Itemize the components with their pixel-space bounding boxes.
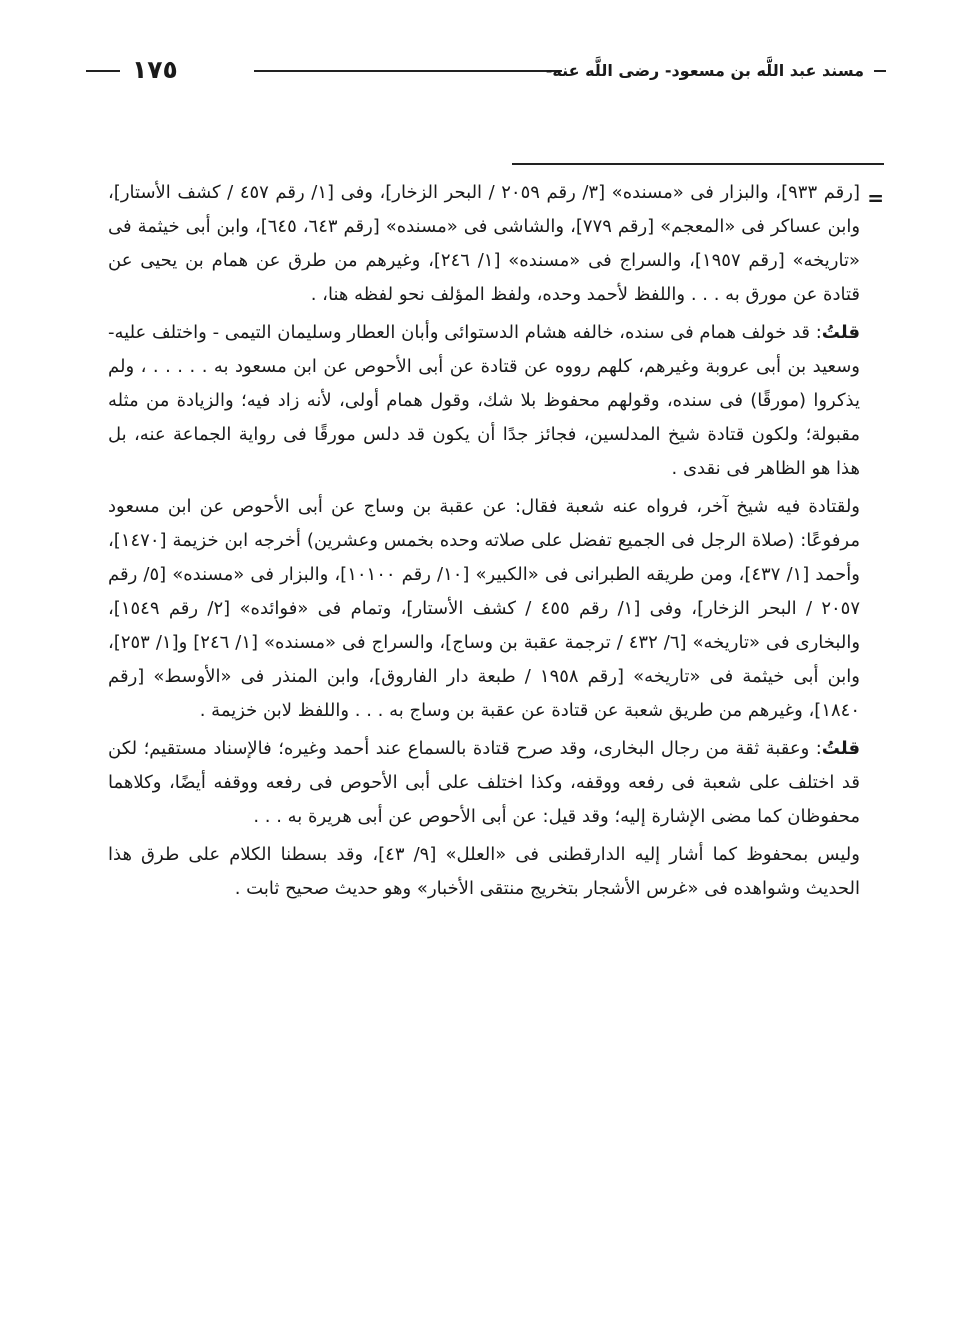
qult-label: قلتُ	[821, 738, 860, 759]
header-dash-right	[874, 70, 886, 72]
paragraph-text: وليس بمحفوظ كما أشار إليه الدارقطنى فى «العلل» [٩/ ٤٣]، وقد بسطنا الكلام على طرق هذا الحديث وشواهده فى «غرس الأشجار بتخريج منتقى الأخبار» وهو حديث صحيح ثابت .	[108, 844, 860, 899]
page-number: ١٧٥	[132, 55, 178, 84]
header-rule	[254, 70, 562, 72]
running-title: مسند عبد اللَّه بن مسعود- رضى اللَّه عنه-	[545, 61, 864, 80]
paragraph-sources-1	[108, 176, 860, 312]
paragraph-qult-1	[108, 316, 860, 486]
paragraph-text: : قد خولف همام فى سنده، خالفه هشام الدستوائى وأبان العطار وسليمان التيمى - واختلف عليه- وسعيد بن أبى عروبة وغيرهم، كلهم رووه عن قتادة عن أبى الأحوص عن ابن مسعود به . . . . . ، ولم يذكروا (مورقًا) فى سنده، وقولهم محفوظ بلا شك، وقول همام أولى، لأنه زاد فيه؛ والزيادة من مثله مقبولة؛ ولكون قتادة شيخ المدلسين، فجائز جدًا أن يكون قد دلس مورقًا فى رواية الجماعة عنه، بل هذا هو الظاهر فى نقدى .	[108, 322, 860, 479]
paragraph-text: ولقتادة فيه شيخ آخر، فرواه عنه شعبة فقال: عن عقبة بن وساج عن أبى الأحوص عن ابن مسعود مرفوعًا: (صلاة الرجل فى الجميع تفضل على صلاته وحده بخمس وعشرين) أخرجه ابن خزيمة [١٤٧٠]، وأحمد [١/ ٤٣٧]، ومن طريقه الطبرانى فى «الكبير» [١٠/ رقم ١٠١٠٠]، والبزار فى «مسنده» [٥/ رقم ٢٠٥٧ / البحر الزخار]، وفى [١/ رقم ٤٥٥ / كشف الأستار]، وتمام فى «فوائده» [٢/ رقم ١٥٤٩]، والبخارى فى «تاريخه» [٦/ ٤٣٢ / ترجمة عقبة بن وساج]، والسراج فى «مسنده» [١/ ٢٤٦] و[١/ ٢٥٣]، وابن أبى خيثمة فى «تاريخه» [رقم ١٩٥٨ / طبعة دار الفاروق]، وابن المنذر فى «الأوسط» [رقم ١٨٤٠]، وغيرهم من طريق شعبة عن قتادة عن عقبة بن وساج به . . . واللفظ لابن خزيمة .	[108, 496, 861, 721]
paragraph-sources-2	[108, 490, 860, 728]
paragraph-text: : وعقبة ثقة من رجال البخارى، وقد صرح قتادة بالسماع عند أحمد وغيره؛ فالإسناد مستقيم؛ لكن قد اختلف على شعبة فى رفعه ووقفه، وكذا اختلف على أبى الأحوص فى رفعه ووقفه أيضًا، وكلاهما محفوظان كما مضى الإشارة إليه؛ وقد قيل: عن أبى الأحوص عن أبى هريرة به . . .	[108, 738, 860, 827]
paragraph-qult-2	[108, 732, 860, 834]
continuation-mark: =	[867, 186, 884, 210]
paragraph-conclusion	[108, 838, 860, 906]
footnote-body	[108, 176, 860, 910]
qult-label: قلتُ	[821, 322, 860, 343]
paragraph-text: [رقم ٩٣٣]، والبزار فى «مسنده» [٣/ رقم ٢٠٥٩ / البحر الزخار]، وفى [١/ رقم ٤٥٧ / كشف الأستار]، وابن عساكر فى «المعجم» [رقم ٧٧٩]، والشاشى فى «مسنده» [رقم ٦٤٣، ٦٤٥]، وابن أبى خيثمة فى «تاريخه» [رقم ١٩٥٧]، والسراج فى «مسنده» [١/ ٢٤٦]، وغيرهم من طرق عن همام بن يحيى عن قتادة عن مورق به . . . واللفظ لأحمد وحده، ولفظ المؤلف نحو لفظه هنا، .	[108, 182, 861, 305]
footnote-separator	[512, 163, 884, 165]
header-dash-left	[86, 70, 120, 72]
page-header	[86, 52, 886, 92]
